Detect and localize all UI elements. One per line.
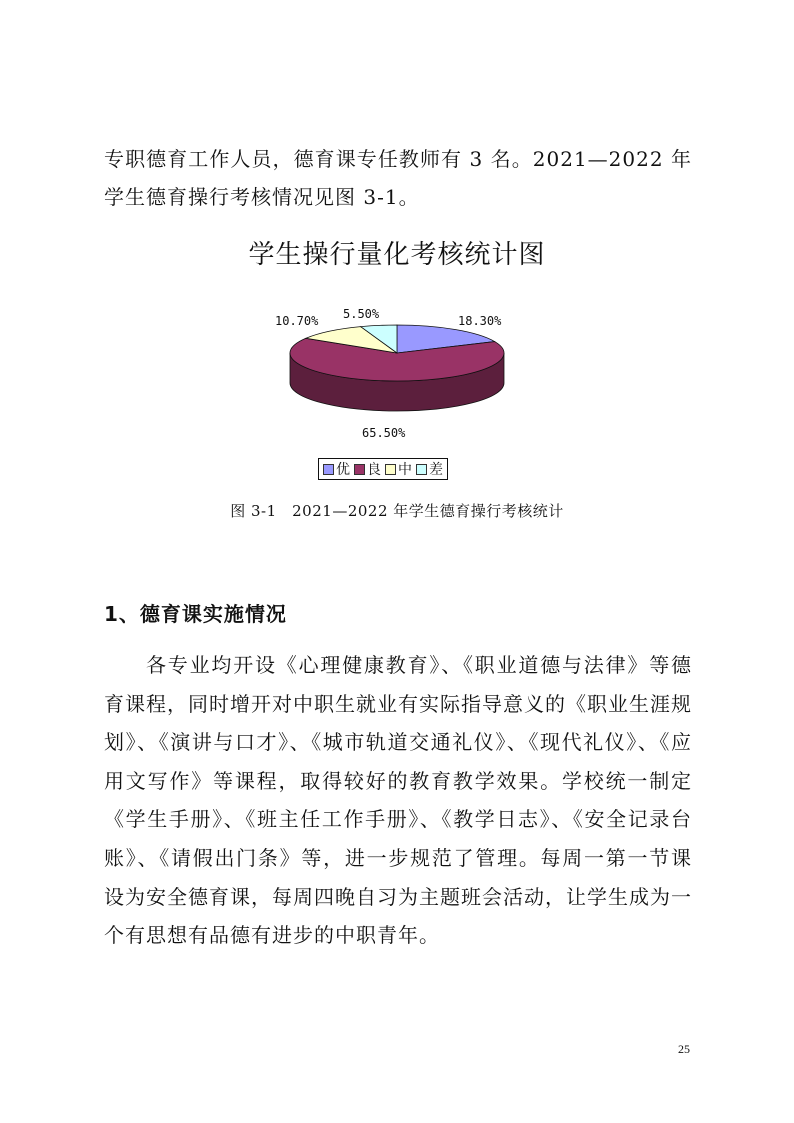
legend-item-1 bbox=[354, 459, 381, 479]
pie-value-label-1: 65.50% bbox=[362, 426, 406, 440]
body-paragraph-2: 各专业均开设《心理健康教育》、《职业道德与法律》等德育课程，同时增开对中职生就业有实际指导意义的《职业生涯规划》、《演讲与口才》、《城市轨道交通礼仪》、《现代礼仪》、《应用文写作》等课程，取得较好的教育教学效果。学校统一制定《学生手册》、《班主任工作手册》、《教学日志》、《安全记录台账》、《请假出门条》等，进一步规范了管理。每周一第一节课设为安全德育课，每周四晚自习为主题班会活动，让学生成为一个有思想有品德有进步的中职青年。 bbox=[104, 653, 692, 948]
pie-value-label-0: 18.30% bbox=[458, 314, 502, 328]
legend-swatch-3 bbox=[416, 464, 427, 475]
legend-item-3 bbox=[416, 459, 443, 479]
chart-legend bbox=[318, 458, 448, 480]
legend-label-3: 差 bbox=[429, 462, 443, 478]
legend-swatch-1 bbox=[354, 464, 365, 475]
legend-label-1: 良 bbox=[367, 462, 381, 478]
pie-chart bbox=[270, 300, 530, 450]
pie-value-label-3: 5.50% bbox=[343, 307, 380, 321]
legend-swatch-2 bbox=[385, 464, 396, 475]
chart-title: 学生操行量化考核统计图 bbox=[248, 240, 546, 270]
legend-item-2 bbox=[385, 459, 412, 479]
section-heading: 1、德育课实施情况 bbox=[104, 602, 287, 626]
page-number: 25 bbox=[678, 1042, 690, 1056]
legend-label-0: 优 bbox=[336, 462, 350, 478]
body-paragraph-1: 专职德育工作人员，德育课专任教师有 3 名。2021—2022 年学生德育操行考核情况见图 3-1。 bbox=[104, 147, 692, 209]
legend-swatch-0 bbox=[323, 464, 334, 475]
figure-caption: 图 3-1 2021—2022 年学生德育操行考核统计 bbox=[230, 502, 564, 520]
legend-item-0 bbox=[323, 459, 350, 479]
pie-top bbox=[290, 325, 504, 381]
pie-value-label-2: 10.70% bbox=[275, 314, 319, 328]
legend-label-2: 中 bbox=[398, 462, 412, 478]
